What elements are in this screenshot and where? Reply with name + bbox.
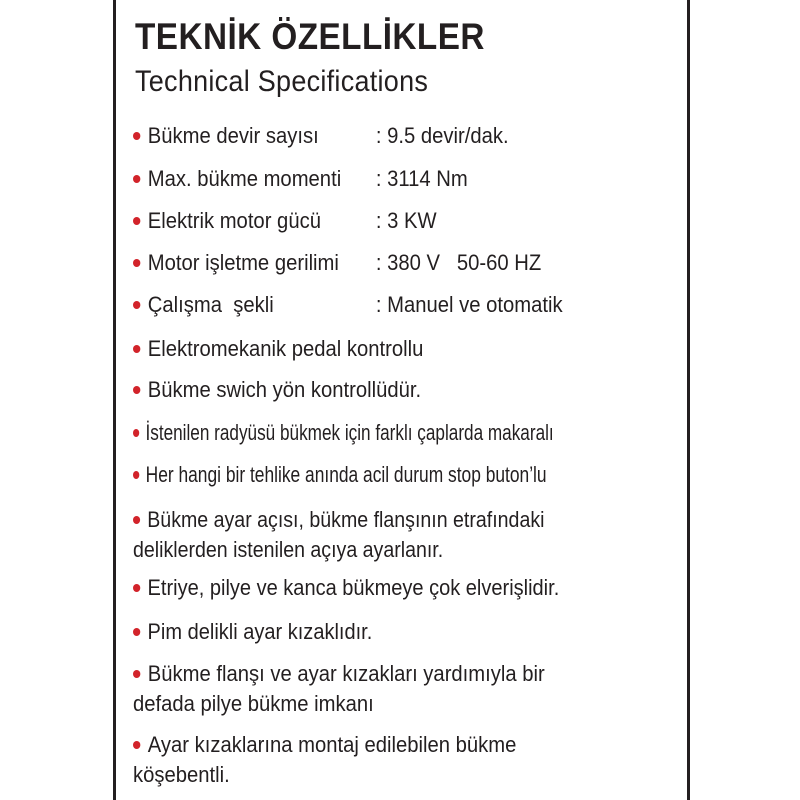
bullet-icon xyxy=(133,471,139,479)
feature-item xyxy=(133,730,516,790)
bullet-icon xyxy=(133,175,140,183)
feature-text-continued: defada pilye bükme imkanı xyxy=(133,691,374,716)
spec-row-max-torque xyxy=(133,164,468,194)
feature-item xyxy=(133,617,372,647)
spec-label: Max. bükme momenti xyxy=(147,166,342,191)
feature-text: Etriye, pilye ve kanca bükmeye çok elverişlidir. xyxy=(147,575,560,600)
feature-item xyxy=(133,505,544,565)
spec-label: Çalışma şekli xyxy=(147,292,274,317)
bullet-icon xyxy=(133,386,140,394)
bullet-icon xyxy=(133,217,140,225)
feature-item xyxy=(133,573,559,603)
spec-row-operation-mode xyxy=(133,290,563,320)
bullet-icon xyxy=(133,670,140,678)
feature-text: İstenilen radyüsü bükmek için farklı çaplarda makaralı xyxy=(145,420,554,445)
bullet-icon xyxy=(133,628,140,636)
feature-text: Bükme swich yön kontrollüdür. xyxy=(147,377,422,402)
spec-value: : Manuel ve otomatik xyxy=(375,292,563,317)
bullet-icon xyxy=(133,301,140,309)
spec-value: : 3 KW xyxy=(375,208,437,233)
spec-row-motor-voltage xyxy=(133,248,541,278)
feature-item xyxy=(133,460,547,490)
feature-text: Bükme flanşı ve ayar kızakları yardımıyla bir xyxy=(147,661,545,686)
bullet-icon xyxy=(133,584,140,592)
spec-row-bending-speed xyxy=(133,121,509,151)
feature-text: Pim delikli ayar kızaklıdır. xyxy=(147,619,373,644)
spec-label: Elektrik motor gücü xyxy=(147,208,321,233)
spec-label: Motor işletme gerilimi xyxy=(147,250,339,275)
feature-item xyxy=(133,375,421,405)
feature-text-continued: köşebentli. xyxy=(133,762,230,787)
bullet-icon xyxy=(133,345,140,353)
spec-value: : 380 V 50-60 HZ xyxy=(375,250,542,275)
bullet-icon xyxy=(133,132,140,140)
spec-row-motor-power xyxy=(133,206,437,236)
bullet-icon xyxy=(133,741,140,749)
page-title: TEKNİK ÖZELLİKLER xyxy=(135,16,485,57)
feature-text: Ayar kızaklarına montaj edilebilen bükme xyxy=(147,732,517,757)
feature-item xyxy=(133,334,423,364)
spec-value: : 3114 Nm xyxy=(375,166,468,191)
spec-value: : 9.5 devir/dak. xyxy=(375,123,509,148)
page-subtitle: Technical Specifications xyxy=(135,65,429,98)
spec-label: Bükme devir sayısı xyxy=(147,123,319,148)
feature-text-continued: deliklerden istenilen açıya ayarlanır. xyxy=(133,537,444,562)
feature-item xyxy=(133,659,545,719)
bullet-icon xyxy=(133,429,139,437)
feature-text: Bükme ayar açısı, bükme flanşının etrafındaki xyxy=(147,507,545,532)
bullet-icon xyxy=(133,516,140,524)
feature-item xyxy=(133,418,554,448)
bullet-icon xyxy=(133,259,140,267)
feature-text: Elektromekanik pedal kontrollu xyxy=(147,336,424,361)
feature-text: Her hangi bir tehlike anında acil durum stop buton’lu xyxy=(145,462,547,487)
